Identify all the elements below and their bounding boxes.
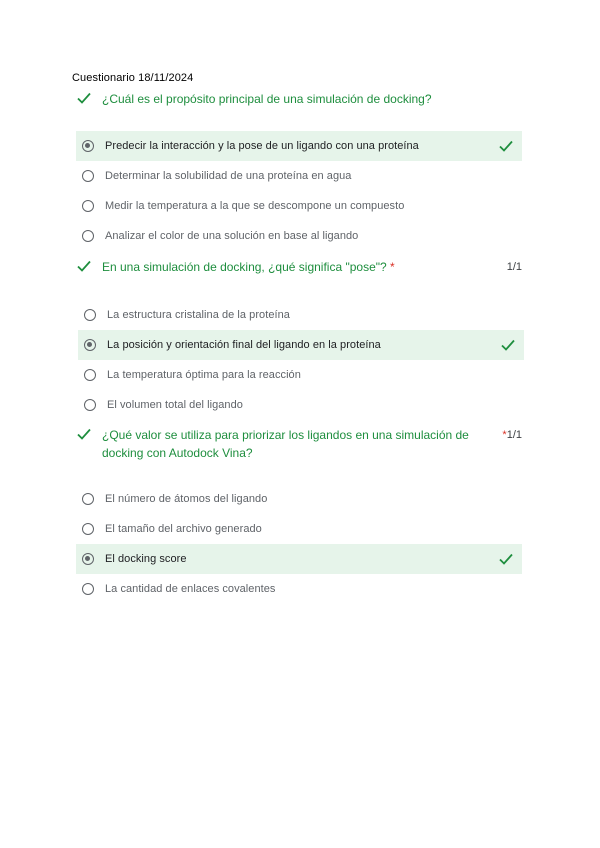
check-icon <box>76 90 102 108</box>
radio-button[interactable] <box>82 170 94 182</box>
option-item[interactable] <box>76 544 522 574</box>
option-item[interactable] <box>76 484 522 514</box>
radio-button-selected[interactable] <box>82 140 94 152</box>
radio-button[interactable] <box>84 369 96 381</box>
option-label: El número de átomos del ligando <box>105 493 268 505</box>
option-label: La temperatura óptima para la reacción <box>107 369 301 381</box>
radio-button-selected[interactable] <box>84 339 96 351</box>
document-title: Cuestionario 18/11/2024 <box>72 72 194 84</box>
question-header <box>76 426 522 462</box>
question-score: 1/1 <box>506 261 522 273</box>
question-1 <box>76 90 522 242</box>
radio-button-selected[interactable] <box>82 553 94 565</box>
option-label: El volumen total del ligando <box>107 399 243 411</box>
option-item[interactable] <box>78 360 524 390</box>
option-item[interactable] <box>76 161 522 191</box>
options-list <box>76 131 522 251</box>
radio-button[interactable] <box>84 309 96 321</box>
option-item[interactable] <box>76 574 522 604</box>
option-item[interactable] <box>76 221 522 251</box>
option-label: El tamaño del archivo generado <box>105 523 262 535</box>
check-icon <box>498 139 514 158</box>
option-label: Predecir la interacción y la pose de un ligando con una proteína <box>105 140 419 152</box>
check-icon <box>500 338 516 357</box>
option-item[interactable] <box>78 330 524 360</box>
option-label: La estructura cristalina de la proteína <box>107 309 290 321</box>
question-text: ¿Qué valor se utiliza para priorizar los ligandos en una simulación de docking con Autodock Vina? <box>102 428 469 460</box>
option-item[interactable] <box>78 300 524 330</box>
question-3 <box>76 426 522 595</box>
option-label: Determinar la solubilidad de una proteína en agua <box>105 170 352 182</box>
option-item[interactable] <box>76 191 522 221</box>
question-2 <box>76 258 522 411</box>
option-label: Analizar el color de una solución en base al ligando <box>105 230 359 242</box>
option-item[interactable] <box>76 131 522 161</box>
radio-button[interactable] <box>82 493 94 505</box>
radio-button[interactable] <box>84 399 96 411</box>
radio-button[interactable] <box>82 200 94 212</box>
question-score: *1/1 <box>502 429 522 441</box>
option-item[interactable] <box>78 390 524 420</box>
question-header <box>76 90 522 108</box>
question-text: ¿Cuál es el propósito principal de una simulación de docking? <box>102 92 432 106</box>
question-header <box>76 258 522 276</box>
option-label: La cantidad de enlaces covalentes <box>105 583 276 595</box>
option-label: Medir la temperatura a la que se descompone un compuesto <box>105 200 405 212</box>
option-label: El docking score <box>105 553 187 565</box>
check-icon <box>498 552 514 571</box>
radio-button[interactable] <box>82 230 94 242</box>
check-icon <box>76 426 102 462</box>
radio-button[interactable] <box>82 583 94 595</box>
required-marker: * <box>390 260 395 274</box>
radio-button[interactable] <box>82 523 94 535</box>
option-item[interactable] <box>76 514 522 544</box>
check-icon <box>76 258 102 276</box>
question-text: En una simulación de docking, ¿qué significa "pose"? * <box>102 260 395 274</box>
option-label: La posición y orientación final del ligando en la proteína <box>107 339 381 351</box>
options-list <box>76 484 522 604</box>
options-list <box>78 300 524 420</box>
